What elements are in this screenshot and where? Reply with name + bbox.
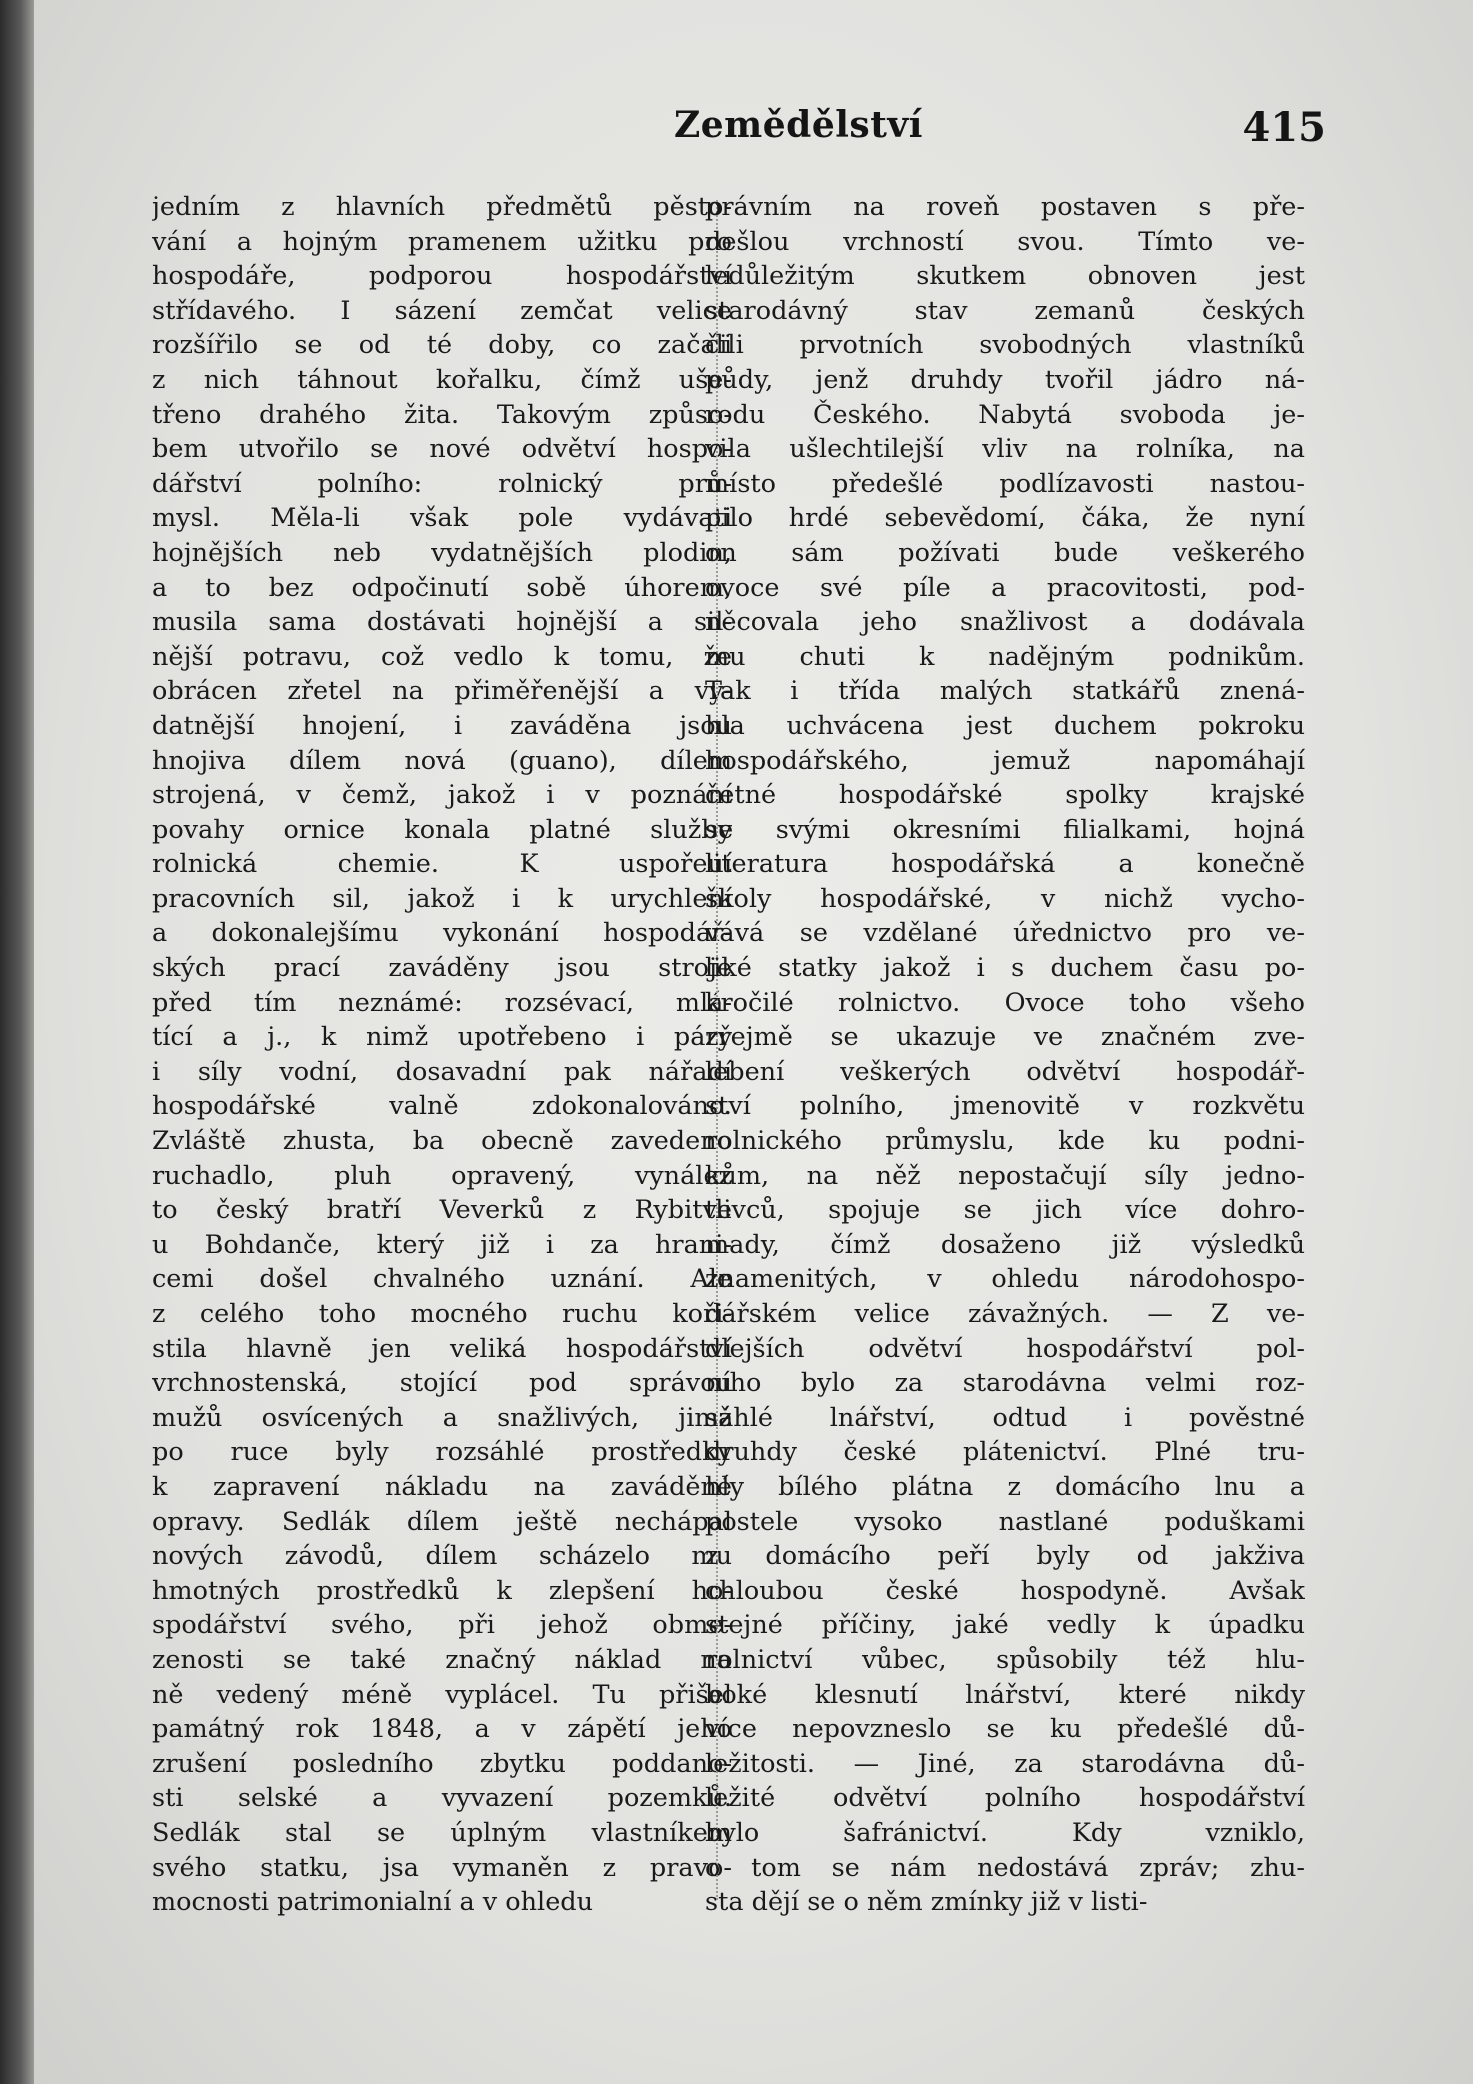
text-line: z celého toho mocného ruchu koři- bbox=[152, 1299, 732, 1329]
text-line: mu chuti k nadějným podnikům. bbox=[705, 641, 1305, 672]
text-line: mady, čímž dosaženo již výsledků bbox=[705, 1229, 1305, 1260]
text-line: opravy. Sedlák dílem ještě nechápal bbox=[152, 1506, 732, 1537]
text-line: zřejmě se ukazuje ve značném zve- bbox=[705, 1022, 1305, 1053]
text-line: ležitosti. — Jiné, za starodávna dů- bbox=[705, 1748, 1305, 1779]
text-line: vrchnostenská, stojící pod správou bbox=[152, 1368, 732, 1399]
text-line: hospodářského, jemuž napomáhají bbox=[705, 745, 1305, 776]
text-line: tící a j., k nimž upotřebeno i páry bbox=[152, 1022, 732, 1053]
text-line: střídavého. I sázení zemčat velice bbox=[152, 295, 732, 326]
text-line: mysl. Měla-li však pole vydávati bbox=[152, 503, 732, 534]
text-line: ního bylo za starodávna velmi roz- bbox=[705, 1368, 1305, 1399]
text-line: vila ušlechtilejší vliv na rolníka, na bbox=[705, 434, 1305, 465]
text-line: chloubou české hospodyně. Avšak bbox=[705, 1575, 1305, 1606]
text-line: dářském velice závažných. — Z ve- bbox=[705, 1299, 1305, 1329]
text-line: hnojiva dílem nová (guano), dílem bbox=[152, 745, 732, 776]
text-line: postele vysoko nastlané poduškami bbox=[705, 1506, 1305, 1537]
text-line: literatura hospodářská a konečně bbox=[705, 849, 1305, 880]
text-line: sáhlé lnářství, odtud i pověstné bbox=[705, 1402, 1305, 1433]
text-line: on sám požívati bude veškerého bbox=[705, 537, 1305, 568]
text-line: čili prvotních svobodných vlastníků bbox=[705, 330, 1305, 361]
text-line: musila sama dostávati hojnější a sil- bbox=[152, 607, 732, 638]
text-line: ství polního, jmenovitě v rozkvětu bbox=[705, 1091, 1305, 1122]
text-line: bem utvořilo se nové odvětví hospo- bbox=[152, 434, 732, 465]
text-line: rodu Českého. Nabytá svoboda je- bbox=[705, 399, 1305, 430]
text-line: ležité odvětví polního hospodářství bbox=[705, 1783, 1305, 1814]
text-line: rolnického průmyslu, kde ku podni- bbox=[705, 1126, 1305, 1157]
text-line: u Bohdanče, který již i za hrani- bbox=[152, 1229, 732, 1260]
text-line: Sedlák stal se úplným vlastníkem bbox=[152, 1817, 732, 1848]
text-line: znamenitých, v ohledu národohospo- bbox=[705, 1264, 1305, 1295]
text-line: ovoce své píle a pracovitosti, pod- bbox=[705, 572, 1305, 603]
text-line: liké statky jakož i s duchem času po- bbox=[705, 953, 1305, 984]
text-line: ruchadlo, pluh opravený, vynález bbox=[152, 1160, 732, 1191]
text-line: hospodáře, podporou hospodářství bbox=[152, 261, 732, 292]
text-line: hospodářské valně zdokonalováno. bbox=[152, 1091, 732, 1122]
text-line: z domácího peří byly od jakživa bbox=[705, 1541, 1305, 1572]
page-number: 415 bbox=[1242, 104, 1326, 151]
right-text-column bbox=[705, 190, 1305, 1950]
text-line: druhdy české plátenictví. Plné tru- bbox=[705, 1437, 1305, 1468]
text-line: vává se vzdělané úřednictvo pro ve- bbox=[705, 918, 1305, 949]
text-line: tlivců, spojuje se jich více dohro- bbox=[705, 1195, 1305, 1226]
text-line: datnější hnojení, i zaváděna jsou bbox=[152, 710, 732, 741]
text-line: ně vedený méně vyplácel. Tu přišel bbox=[152, 1679, 732, 1710]
text-line: kům, na něž nepostačují síly jedno- bbox=[705, 1160, 1305, 1191]
book-spine-shadow bbox=[0, 0, 34, 2084]
text-line: hly bílého plátna z domácího lnu a bbox=[705, 1471, 1305, 1502]
text-line: a dokonalejšímu vykonání hospodář- bbox=[152, 918, 732, 949]
text-line: místo předešlé podlízavosti nastou- bbox=[705, 468, 1305, 499]
text-line: rolnictví vůbec, spůsobily též hlu- bbox=[705, 1644, 1305, 1675]
left-text-column bbox=[152, 190, 732, 1950]
text-line: stila hlavně jen veliká hospodářství bbox=[152, 1333, 732, 1364]
text-line: nější potravu, což vedlo k tomu, že bbox=[152, 641, 732, 672]
text-line: se svými okresními filialkami, hojná bbox=[705, 814, 1305, 845]
text-line: starodávný stav zemanů českých bbox=[705, 295, 1305, 326]
text-line: z nich táhnout kořalku, čímž uše- bbox=[152, 364, 732, 395]
text-line: po ruce byly rozsáhlé prostředky bbox=[152, 1437, 732, 1468]
running-title: Zemědělství bbox=[674, 104, 923, 146]
text-line: sta dějí se o něm zmínky již v listi- bbox=[705, 1887, 1148, 1918]
text-line: boké klesnutí lnářství, které nikdy bbox=[705, 1679, 1305, 1710]
text-line: sti selské a vyvazení pozemků. bbox=[152, 1783, 732, 1814]
text-line: půdy, jenž druhdy tvořil jádro ná- bbox=[705, 364, 1305, 395]
text-line: ledůležitým skutkem obnoven jest bbox=[705, 261, 1305, 292]
text-line: spodářství svého, při jehož obme- bbox=[152, 1610, 732, 1641]
page-header bbox=[674, 104, 1326, 164]
text-line: hojnějších neb vydatnějších plodin, bbox=[152, 537, 732, 568]
text-line: mužů osvícených a snažlivých, jimž bbox=[152, 1402, 732, 1433]
text-line: právním na roveň postaven s pře- bbox=[705, 192, 1305, 222]
text-line: povahy ornice konala platné služby bbox=[152, 814, 732, 845]
text-line: bylo šafránictví. Kdy vzniklo, bbox=[705, 1817, 1305, 1848]
text-line: pilo hrdé sebevědomí, čáka, že nyní bbox=[705, 503, 1305, 534]
text-line: rolnická chemie. K uspořeuí bbox=[152, 849, 732, 880]
text-line: Zvláště zhusta, ba obecně zavedeno bbox=[152, 1126, 732, 1157]
text-line: zenosti se také značný náklad na bbox=[152, 1644, 732, 1675]
text-line: obrácen zřetel na přiměřenější a vy- bbox=[152, 676, 732, 707]
text-line: svého statku, jsa vymaněn z pravo- bbox=[152, 1852, 732, 1883]
text-line: jedním z hlavních předmětů pěsto- bbox=[152, 192, 732, 222]
text-line: školy hospodářské, v nichž vycho- bbox=[705, 883, 1305, 914]
text-line: mocnosti patrimonialní a v ohledu bbox=[152, 1887, 594, 1918]
text-line: četné hospodářské spolky krajské bbox=[705, 780, 1305, 811]
text-line: dešlou vrchností svou. Tímto ve- bbox=[705, 226, 1305, 257]
text-line: třeno drahého žita. Takovým způso- bbox=[152, 399, 732, 430]
text-line: dářství polního: rolnický prů- bbox=[152, 468, 732, 499]
text-line: hmotných prostředků k zlepšení ho- bbox=[152, 1575, 732, 1606]
text-line: kročilé rolnictvo. Ovoce toho všeho bbox=[705, 987, 1305, 1018]
text-line: strojená, v čemž, jakož i v poznání bbox=[152, 780, 732, 811]
text-line: nových závodů, dílem scházelo mu bbox=[152, 1541, 732, 1572]
text-line: stejné příčiny, jaké vedly k úpadku bbox=[705, 1610, 1305, 1641]
text-line: i síly vodní, dosavadní pak nářadí bbox=[152, 1056, 732, 1087]
text-line: zrušení posledního zbytku poddano- bbox=[152, 1748, 732, 1779]
text-line: cemi došel chvalného uznání. Ale bbox=[152, 1264, 732, 1295]
text-line: Tak i třída malých statkářů znená- bbox=[705, 676, 1305, 707]
text-line: k zapravení nákladu na zaváděné bbox=[152, 1471, 732, 1502]
text-line: hla uchvácena jest duchem pokroku bbox=[705, 710, 1305, 741]
text-line: před tím neznámé: rozsévací, mlá- bbox=[152, 987, 732, 1018]
text-line: více nepovzneslo se ku předešlé dů- bbox=[705, 1714, 1305, 1745]
text-line: památný rok 1848, a v zápětí jeho bbox=[152, 1714, 732, 1745]
text-line: rozšířilo se od té doby, co začali bbox=[152, 330, 732, 361]
text-line: lebení veškerých odvětví hospodář- bbox=[705, 1056, 1305, 1087]
text-line: o tom se nám nedostává zpráv; zhu- bbox=[705, 1852, 1305, 1883]
book-page bbox=[34, 0, 1473, 2084]
text-line: to český bratří Veverků z Rybitve bbox=[152, 1195, 732, 1226]
text-line: něcovala jeho snažlivost a dodávala bbox=[705, 607, 1305, 638]
text-line: a to bez odpočinutí sobě úhorem, bbox=[152, 572, 732, 603]
text-line: dlejších odvětví hospodářství pol- bbox=[705, 1333, 1305, 1364]
text-line: ských prací zaváděny jsou stroje bbox=[152, 953, 732, 984]
text-line: pracovních sil, jakož i k urychlení bbox=[152, 883, 732, 914]
text-line: vání a hojným pramenem užitku pro bbox=[152, 226, 732, 257]
